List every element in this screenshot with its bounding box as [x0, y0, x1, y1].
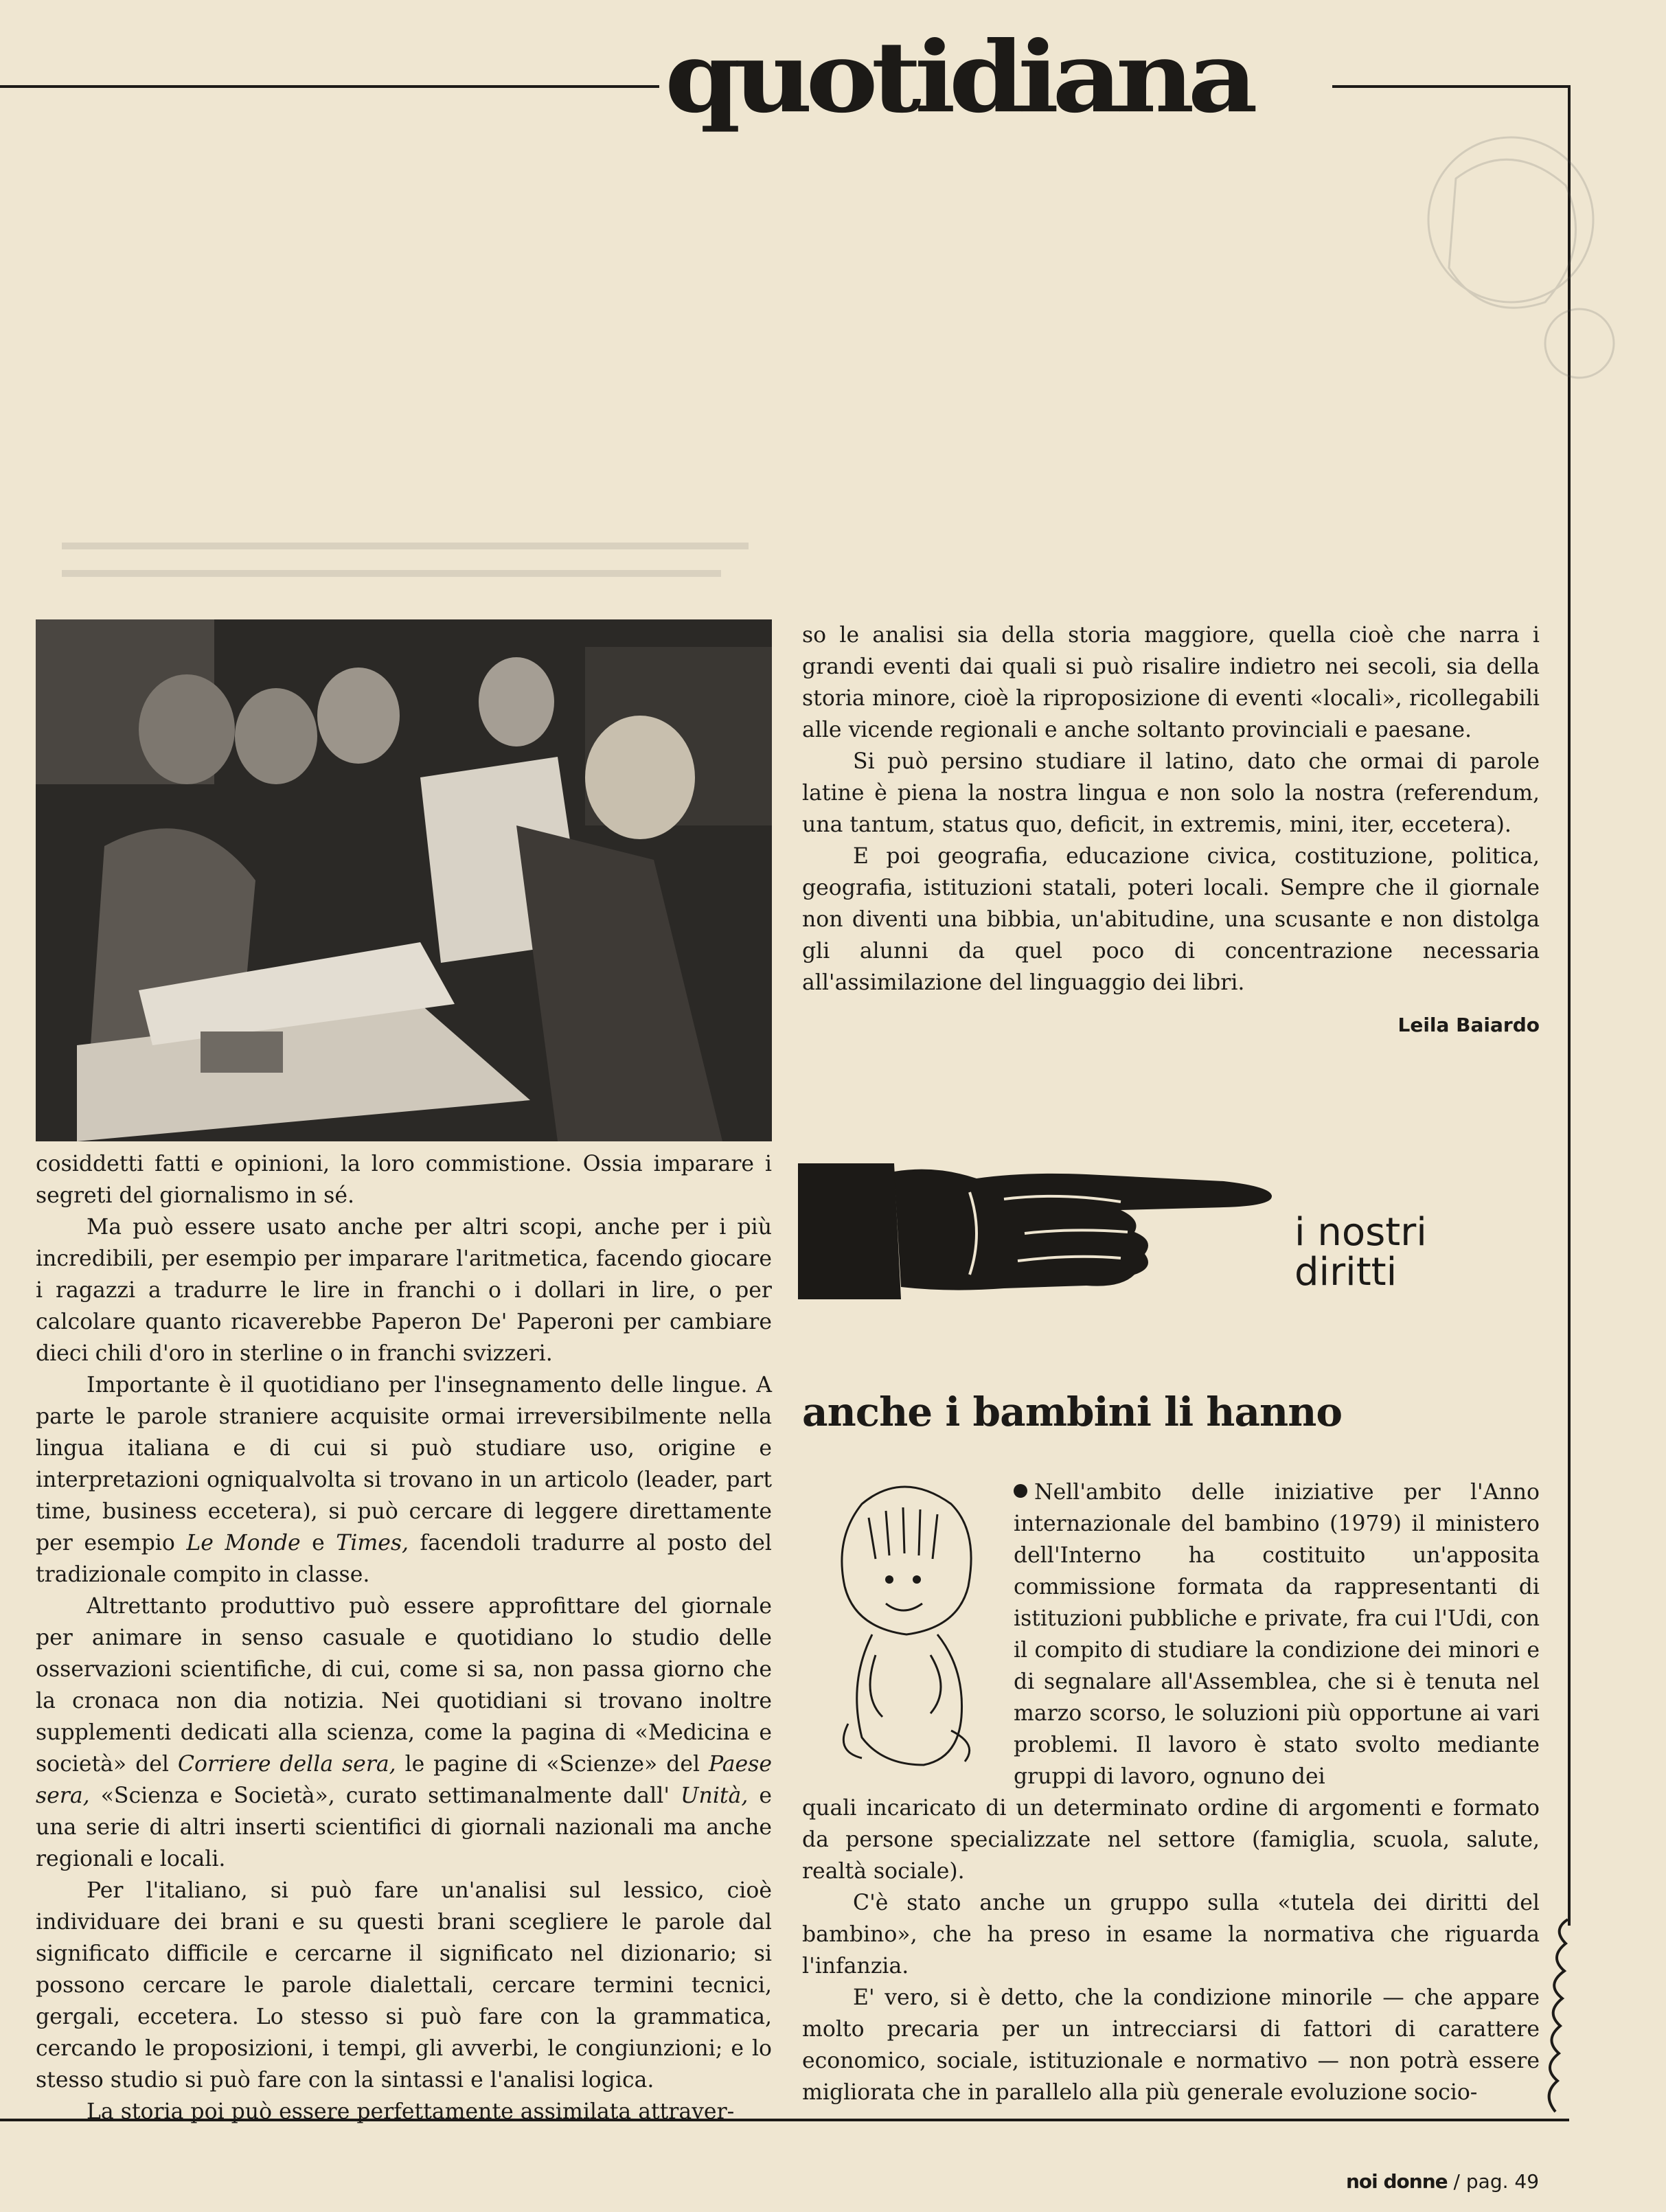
newspaper-title: Le Monde	[186, 1531, 301, 1555]
newspaper-title: Corriere della sera,	[177, 1752, 396, 1777]
frame-line-top-right	[1332, 85, 1569, 88]
newspaper-title: Paese sera,	[36, 1752, 772, 1808]
paragraph: Per l'italiano, si può fare un'analisi sul lessico, cioè individuare dei brani e su questi brani scegliere le parole dal significato difficile e cercarne il significato nel dizionario; si possono cercare le parole dialettali, cercare termini tecnici, gergali, eccetera. Lo stesso si può fare con la grammatica, cercando le proposizioni, i tempi, gli avverbi, le congiunzioni; e lo stesso studio si può fare con la sintassi e l'analisi logica.	[36, 1878, 772, 2093]
left-column-text	[36, 1148, 772, 2128]
paragraph-text: Importante è il quotidiano per l'insegnamento delle lingue. A parte le parole straniere acquisite ormai irreversibilmente nella lingua italiana e di cui si può studiare uso, origine e interpretazioni ogniqualvolta si trovano in un articolo (leader, part time, business eccetera), si può cercare di leggere direttamente per esempio	[36, 1373, 772, 1555]
paragraph-text: Altrettanto produttivo può essere approfittare del giornale per animare in senso casuale e quotidiano lo studio delle osservazioni scientifiche, di cui, come si sa, non passa giorno che la cronaca non dia notizia. Nei quotidiani si trovano inoltre supplementi dedicati alla scienza, come la pagina di «Medicina e società» del	[36, 1594, 772, 1777]
paragraph: so le analisi sia della storia maggiore, quella cioè che narra i grandi eventi dai quali si può risalire indietro nei secoli, sia della storia minore, cioè la riproposizione di eventi «locali», ricollegabili alle vicende regionali e anche soltanto provinciali e paesane.	[802, 623, 1540, 742]
page-footer	[1346, 2170, 1539, 2193]
pointing-hand-icon	[798, 1151, 1279, 1312]
rubric-label	[1294, 1210, 1427, 1295]
footer-separator: /	[1447, 2170, 1466, 2193]
paragraph-text: le pagine di «Scienze» del	[396, 1752, 709, 1777]
paragraph-text: facendoli tradurre al posto del tradizionale compito in classe.	[36, 1531, 772, 1587]
paragraph-text: e una serie di altri inserti scientifici di giornali nazionali ma anche regionali e locali.	[36, 1783, 772, 1871]
article-body-text	[802, 1792, 1540, 2108]
baby-drawing-icon	[821, 1476, 989, 1772]
frame-line-top-left	[0, 85, 659, 88]
paragraph-text: e	[300, 1531, 336, 1555]
page-number: pag. 49	[1465, 2170, 1540, 2193]
article-headline: anche i bambini li hanno	[802, 1389, 1343, 1435]
magazine-name: noi donne	[1346, 2170, 1448, 2193]
paragraph: Si può persino studiare il latino, dato che ormai di parole latine è piena la nostra lingua e non solo la nostra (referendum, una tantum, status quo, deficit, in extremis, mini, iter, eccetera).	[802, 749, 1540, 837]
rubric-line: i nostri	[1294, 1210, 1427, 1255]
paragraph: quali incaricato di un determinato ordine di argomenti e formato da persone specializzate nel settore (famiglia, scuola, salute, realtà sociale).	[802, 1796, 1540, 1884]
paragraph: La storia poi può essere perfettamente assimilata attraver-	[87, 2099, 735, 2124]
newspaper-title: Times,	[336, 1531, 409, 1555]
paragraph: E' vero, si è detto, che la condizione minorile — che appare molto precaria per un intrecciarsi di fattori di carattere economico, sociale, istituzionale e normativo — non potrà essere migliorata che in parallelo alla più generale evoluzione socio-	[802, 1985, 1540, 2105]
paragraph-text: Nell'ambito delle iniziative per l'Anno internazionale del bambino (1979) il ministero dell'Interno ha costituito un'apposita commissione formata da rappresentanti di istituzioni pubbliche e private, fra cui l'Udi, con il compito di studiare la condizione dei minori e di segnalare all'Assemblea, che si è tenuta nel marzo scorso, le soluzioni più opportune ai vari problemi. Il lavoro è stato svolto mediante gruppi di lavoro, ognuno dei	[1014, 1480, 1540, 1789]
paragraph-text: «Scienza e Società», curato settimanalmente dall'	[89, 1783, 681, 1808]
paragraph: C'è stato anche un gruppo sulla «tutela dei diritti del bambino», che ha preso in esame la normativa che riguarda l'infanzia.	[802, 1891, 1540, 1979]
paragraph: Ma può essere usato anche per altri scopi, anche per i più incredibili, per esempio per imparare l'aritmetica, facendo giocare i ragazzi a tradurre le lire in franchi o i dollari in lire, o per calcolare quanto ricaverebbe Paperon De' Paperoni per cambiare dieci chili d'oro in sterline o in franchi svizzeri.	[36, 1215, 772, 1366]
paragraph	[36, 1369, 772, 1590]
paragraph: cosiddetti fatti e opinioni, la loro commistione. Ossia imparare i segreti del giornalismo in sé.	[36, 1152, 772, 1208]
author-byline: Leila Baiardo	[1397, 1014, 1540, 1036]
right-column-text	[802, 619, 1540, 999]
bullet-icon	[1014, 1484, 1027, 1498]
paragraph	[1014, 1476, 1540, 1792]
children-reading-newspapers-photo	[36, 619, 772, 1141]
article-intro-text	[1014, 1476, 1540, 1792]
show-through-text	[62, 536, 776, 604]
paragraph: E poi geografia, educazione civica, costituzione, politica, geografia, istituzioni statali, poteri locali. Sempre che il giornale non diventi una bibbia, un'abitudine, una scusante e non distolga gli alunni da quel poco di concentrazione necessaria all'assimilazione del linguaggio dei libri.	[802, 844, 1540, 995]
paragraph	[36, 1590, 772, 1875]
newspaper-title: Unità,	[680, 1783, 749, 1808]
section-title: quotidiana	[665, 20, 1251, 135]
show-through-drawing	[1373, 96, 1648, 412]
rubric-line: diritti	[1294, 1250, 1397, 1295]
